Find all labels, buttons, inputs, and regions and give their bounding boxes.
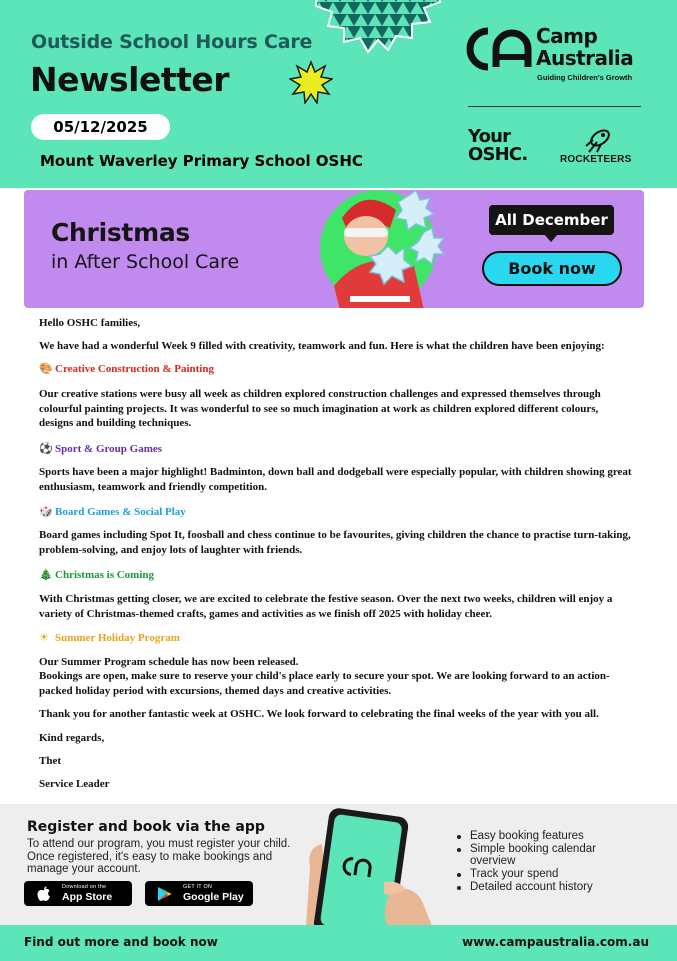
all-december-badge: All December — [489, 205, 614, 235]
christmas-banner[interactable] — [24, 190, 644, 308]
soccer-ball-icon: ⚽ — [39, 442, 53, 455]
section-text-christmas: With Christmas getting closer, we are excited to celebrate the festive season. Over the next two weeks, children will enjoy a variety of Christmas-themed crafts, games and activities as we finish off 2025 with holiday cheer. — [39, 593, 613, 620]
sign-off: Kind regards, — [39, 732, 105, 744]
google-play-label: Google Play — [183, 891, 244, 903]
section-heading-creative: 🎨 Creative Construction & Painting — [39, 362, 214, 375]
website-link[interactable]: www.campaustralia.com.au — [462, 935, 649, 949]
list-item: Track your spend — [456, 868, 640, 880]
camp-australia-logo-icon — [466, 27, 534, 71]
section-heading-board-games: 🎲 Board Games & Social Play — [39, 505, 186, 518]
rocket-icon — [583, 126, 615, 154]
app-feature-list — [456, 830, 640, 894]
section-text-summer-line2: Bookings are open, make sure to reserve your child's place early to secure your spot. We are looking forward to an action-packed holiday period with excursions, themed days and creative activities. — [39, 670, 610, 697]
app-promo-title: Register and book via the app — [27, 819, 265, 835]
apple-icon — [37, 886, 51, 902]
header-subtitle: Outside School Hours Care — [31, 31, 313, 53]
closing-paragraph: Thank you for another fantastic week at OSHC. We look forward to celebrating the final weeks of the year with you all. — [39, 708, 599, 720]
phone-app-illustration — [300, 808, 440, 926]
banner-title: Christmas — [51, 218, 190, 247]
christmas-tree-icon: 🎄 — [39, 568, 53, 581]
game-die-icon: 🎲 — [39, 505, 53, 518]
section-text-board-games: Board games including Spot It, foosball and chess continue to be favourites, giving children the chance to practise turn-taking, problem-solving, and enjoy lots of laughter with friends. — [39, 529, 631, 556]
brand-name: Camp Australia — [536, 24, 634, 70]
google-play-small-label: GET IT ON — [183, 884, 213, 890]
app-store-small-label: Download on the — [62, 884, 107, 890]
section-text-summer-line1: Our Summer Program schedule has now been released. — [39, 656, 299, 668]
google-play-button[interactable] — [145, 881, 253, 906]
school-name: Mount Waverley Primary School OSHC — [40, 152, 363, 170]
app-promo-text: To attend our program, you must register your child. Once registered, it's easy to make bookings and manage your account. — [27, 838, 291, 875]
section-text-creative: Our creative stations were busy all week as children explored construction challenges and expressed themselves through colourful painting projects. It was wonderful to see so much imagination at work as children explored different colours, designs and building techniques. — [39, 388, 601, 429]
list-item: Detailed account history — [456, 881, 640, 893]
google-play-icon — [157, 886, 172, 902]
intro-paragraph: We have had a wonderful Week 9 filled with creativity, teamwork and fun. Here is what the children have been enjoying: — [39, 340, 605, 352]
your-oshc-logo: Your OSHC. — [468, 126, 528, 165]
list-item: Simple booking calendar overview — [456, 843, 640, 867]
signature-role: Service Leader — [39, 778, 110, 790]
app-store-button[interactable] — [24, 881, 132, 906]
page-title: Newsletter — [30, 60, 230, 99]
badge-pointer — [544, 234, 558, 242]
book-now-button[interactable]: Book now — [482, 251, 622, 286]
divider — [468, 106, 641, 107]
sun-icon: ☀ — [39, 631, 49, 644]
banner-photo — [304, 190, 474, 308]
star-decoration-icon — [312, 0, 442, 60]
app-store-label: App Store — [62, 891, 113, 903]
banner-subtitle: in After School Care — [51, 251, 240, 273]
palette-icon: 🎨 — [39, 362, 53, 375]
list-item: Easy booking features — [456, 830, 640, 842]
brand-tagline: Guiding Children's Growth — [537, 73, 633, 82]
newsletter-header — [0, 0, 677, 188]
section-heading-christmas: 🎄 Christmas is Coming — [39, 568, 155, 581]
find-out-more-link[interactable]: Find out more and book now — [24, 935, 218, 949]
signature-name: Thet — [39, 755, 61, 767]
section-text-sport: Sports have been a major highlight! Badminton, down ball and dodgeball were especially popular, with children showing great enthusiasm, teamwork and friendly competition. — [39, 466, 632, 493]
greeting: Hello OSHC families, — [39, 317, 141, 329]
rocketeers-logo: ROCKETEERS — [560, 154, 632, 165]
section-heading-sport: ⚽ Sport & Group Games — [39, 442, 163, 455]
section-heading-summer: ☀ Summer Holiday Program — [39, 631, 180, 644]
sunburst-decoration-icon — [289, 60, 333, 104]
date-badge: 05/12/2025 — [31, 114, 170, 140]
